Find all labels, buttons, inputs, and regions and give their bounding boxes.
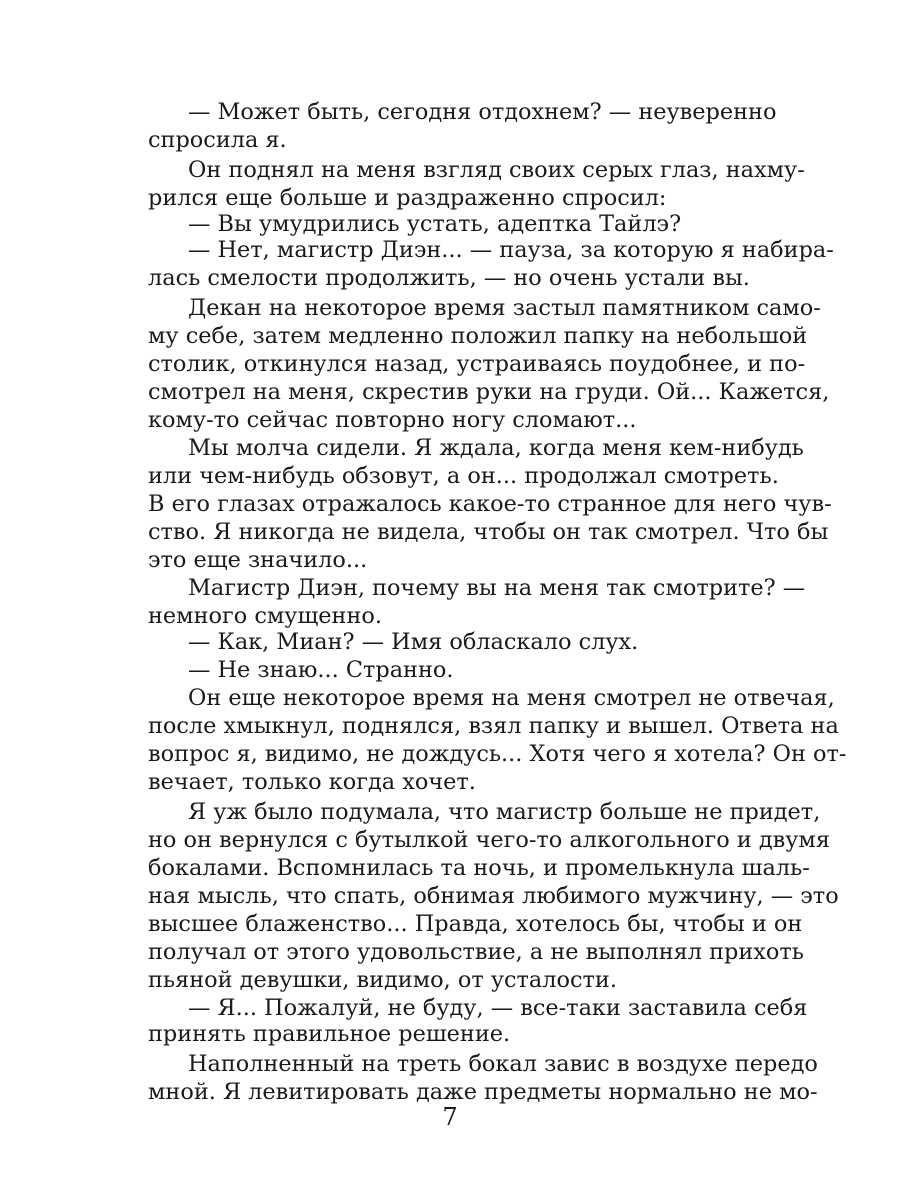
text-line: но он вернулся с бутылкой чего-то алкогольного и двумя: [148, 827, 830, 853]
text-line: — Нет, магистр Диэн... — пауза, за которую я набира-: [188, 237, 834, 263]
text-line: Я уж было подумала, что магистр больше не придет,: [188, 799, 821, 825]
text-line: Магистр Диэн, почему вы на меня так смотрите? —: [188, 575, 806, 601]
text-line: — Не знаю... Странно.: [188, 657, 454, 683]
text-line: ная мысль, что спать, обнимая любимого мужчину, — это: [148, 883, 839, 909]
text-line: — Вы умудрились устать, адептка Тайлэ?: [188, 211, 682, 237]
text-line: — Я... Пожалуй, не буду, — все-таки заставила себя: [188, 995, 808, 1021]
text-line: лась смелости продолжить, — но очень устали вы.: [148, 265, 750, 291]
text-line: высшее блаженство... Правда, хотелось бы, чтобы и он: [148, 911, 803, 937]
text-line: Наполненный на треть бокал завис в воздухе передо: [188, 1051, 818, 1077]
text-line: спросила я.: [148, 127, 287, 153]
text-line: Декан на некоторое время застыл памятником само-: [188, 295, 821, 321]
text-line: столик, откинулся назад, устраиваясь поудобнее, и по-: [148, 351, 806, 377]
text-line: смотрел на меня, скрестив руки на груди. Ой... Кажется,: [148, 379, 830, 405]
text-line: вечает, только когда хочет.: [148, 769, 476, 795]
text-line: пьяной девушки, видимо, от усталости.: [148, 967, 617, 993]
text-line: немного смущенно.: [148, 603, 382, 629]
text-line: получал от этого удовольствие, а не выполнял прихоть: [148, 939, 804, 965]
text-line: Он поднял на меня взгляд своих серых глаз, нахму-: [188, 157, 805, 183]
text-line: мной. Я левитировать даже предметы нормально не мо-: [148, 1079, 818, 1105]
text-line: В его глазах отражалось какое-то странное для него чув-: [148, 491, 832, 517]
text-line: вопрос я, видимо, не дождусь... Хотя чего я хотела? Он от-: [148, 741, 847, 767]
text-line: — Как, Миан? — Имя обласкало слух.: [188, 629, 639, 655]
text-line: кому-то сейчас повторно ногу сломают...: [148, 407, 637, 433]
page-number: 7: [442, 1103, 458, 1131]
text-line: Мы молча сидели. Я ждала, когда меня кем-нибудь: [188, 435, 804, 461]
text-line: или чем-нибудь обзовут, а он... продолжал смотреть.: [148, 463, 779, 489]
text-line: принять правильное решение.: [148, 1021, 511, 1047]
text-line: рился еще больше и раздраженно спросил:: [148, 185, 667, 211]
text-line: ство. Я никогда не видела, чтобы он так смотрел. Что бы: [148, 519, 829, 545]
text-line: это еще значило...: [148, 547, 368, 573]
text-line: бокалами. Вспомнилась та ночь, и промелькнула шаль-: [148, 855, 810, 881]
text-line: после хмыкнул, поднялся, взял папку и вышел. Ответа на: [148, 713, 839, 739]
text-line: Он еще некоторое время на меня смотрел не отвечая,: [188, 685, 835, 711]
text-line: му себе, затем медленно положил папку на небольшой: [148, 323, 808, 349]
text-line: — Может быть, сегодня отдохнем? — неуверенно: [188, 99, 777, 125]
